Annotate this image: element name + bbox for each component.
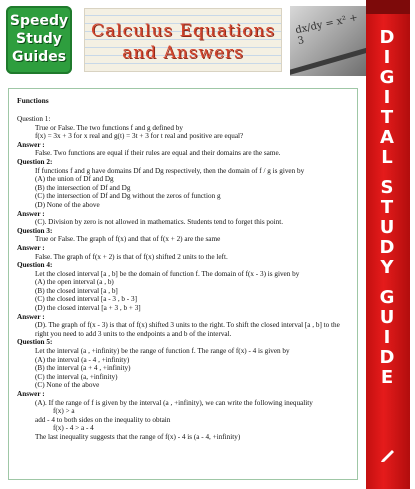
math-notes-photo — [290, 6, 366, 76]
qa-heading: Answer : — [17, 390, 45, 398]
qa-heading: Question 2: — [17, 157, 53, 166]
spine-letter: I — [383, 47, 391, 68]
qa-heading: Question 5: — [17, 338, 53, 347]
qa-line: False. Two functions are equal if their rules are equal and their domains are the same. — [35, 149, 281, 158]
qa-line: If functions f and g have domains Df and Dg respectively, then the domain of f / g is given by — [35, 166, 305, 175]
content-panel — [8, 88, 358, 480]
spine — [366, 0, 415, 489]
qa-heading: Answer : — [17, 209, 45, 218]
qa-line: (C) the closed interval [a - 3 , b - 3] — [35, 295, 137, 304]
spine-letter: D — [379, 237, 395, 258]
qa-line: True or False. The graph of f(x) and that of f(x + 2) are the same — [35, 235, 221, 244]
qa-line: right you need to add 3 units to the endpoints a and b of the interval. — [35, 329, 232, 338]
book-title-line-1: Calculus Equations — [90, 21, 276, 41]
qa-heading: Question 4: — [17, 261, 53, 270]
qa-line: False. The graph of f(x + 2) is that of f(x) shifted 2 units to the left. — [35, 252, 228, 261]
qa-line: add - 4 to both sides on the inequality to obtain — [35, 415, 171, 424]
spine-letter: T — [380, 107, 394, 128]
qa-line: f(x) - 4 > a - 4 — [53, 424, 94, 433]
qa-line: The last inequality suggests that the range of f(x) - 4 is (a - 4, +infinity) — [35, 432, 241, 441]
qa-line: (D) None of the above — [35, 200, 100, 209]
qa-heading: Answer : — [17, 243, 45, 252]
spine-letter: D — [379, 27, 395, 48]
qa-line: (A) the open interval (a , b) — [35, 278, 114, 287]
spine-letter: U — [379, 307, 395, 328]
qa-line: (A) the interval (a - 4 , +infinity) — [35, 355, 130, 364]
spine-letter: G — [379, 67, 395, 88]
qa-line: (C) None of the above — [35, 381, 100, 390]
question-answer-list — [17, 115, 349, 442]
speedy-study-guides-logo — [6, 6, 72, 74]
qa-line: Let the closed interval [a , b] be the domain of function f. The domain of f(x - 3) is given by — [35, 269, 300, 278]
title-banner — [84, 8, 282, 72]
qa-line: f(x) = 3x + 3 for x real and g(t) = 3t + 3 for t real and positive are equal? — [35, 132, 244, 141]
qa-line: (B) the closed interval [a , b] — [35, 286, 118, 295]
spine-letter: G — [379, 287, 395, 308]
book-title-line-2: and Answers — [122, 43, 244, 63]
qa-line: (D). The graph of f(x - 3) is that of f(x) shifted 3 units to the right. To shift the closed interval [a , b] to the — [35, 321, 340, 330]
spine-letter: A — [380, 127, 394, 148]
logo-line-1: Speedy — [9, 13, 69, 29]
spine-letter: L — [381, 147, 393, 168]
pencil-icon — [380, 448, 396, 462]
qa-heading: Question 3: — [17, 226, 53, 235]
qa-line: (C) the intersection of Df and Dg without the zeros of function g — [35, 192, 221, 201]
qa-line: (A). If the range of f is given by the interval (a , +infinity), we can write the following inequality — [35, 398, 313, 407]
qa-line: (D) the closed interval [a + 3 , b + 3] — [35, 304, 141, 313]
qa-line: (B) the intersection of Df and Dg — [35, 183, 131, 192]
spine-letter: S — [380, 177, 394, 198]
qa-line: (C) the interval (a, +infinity) — [35, 372, 118, 381]
photo-scribble: dx/dy = x² + 3 — [294, 12, 359, 48]
qa-line: f(x) > a — [53, 407, 75, 416]
spine-title — [372, 28, 402, 428]
qa-heading: Answer : — [17, 140, 45, 149]
spine-letter: T — [380, 197, 394, 218]
spine-letter: U — [379, 217, 395, 238]
spine-letter: I — [383, 87, 391, 108]
qa-heading: Answer : — [17, 312, 45, 321]
logo-line-3: Guides — [11, 49, 67, 65]
spine-letter: I — [383, 327, 391, 348]
spine-letter: E — [380, 367, 394, 388]
section-title: Functions — [17, 96, 49, 105]
qa-line: Question 1: — [17, 115, 51, 123]
qa-line: Let the interval (a , +infinity) be the range of function f. The range of f(x) - 4 is given by — [35, 347, 290, 356]
cover-header — [0, 0, 370, 84]
spine-notch — [366, 0, 410, 14]
spine-letter: Y — [380, 257, 394, 278]
qa-line: (B) the interval (a + 4 , +infinity) — [35, 364, 131, 373]
qa-line: (A) the union of Df and Dg — [35, 175, 114, 184]
pencil-graphic — [290, 46, 366, 76]
qa-line: True or False. The two functions f and g defined by — [35, 123, 183, 132]
logo-line-2: Study — [16, 31, 62, 47]
qa-line: (C). Division by zero is not allowed in mathematics. Students tend to forget this point. — [35, 218, 284, 227]
spine-letter: D — [379, 347, 395, 368]
